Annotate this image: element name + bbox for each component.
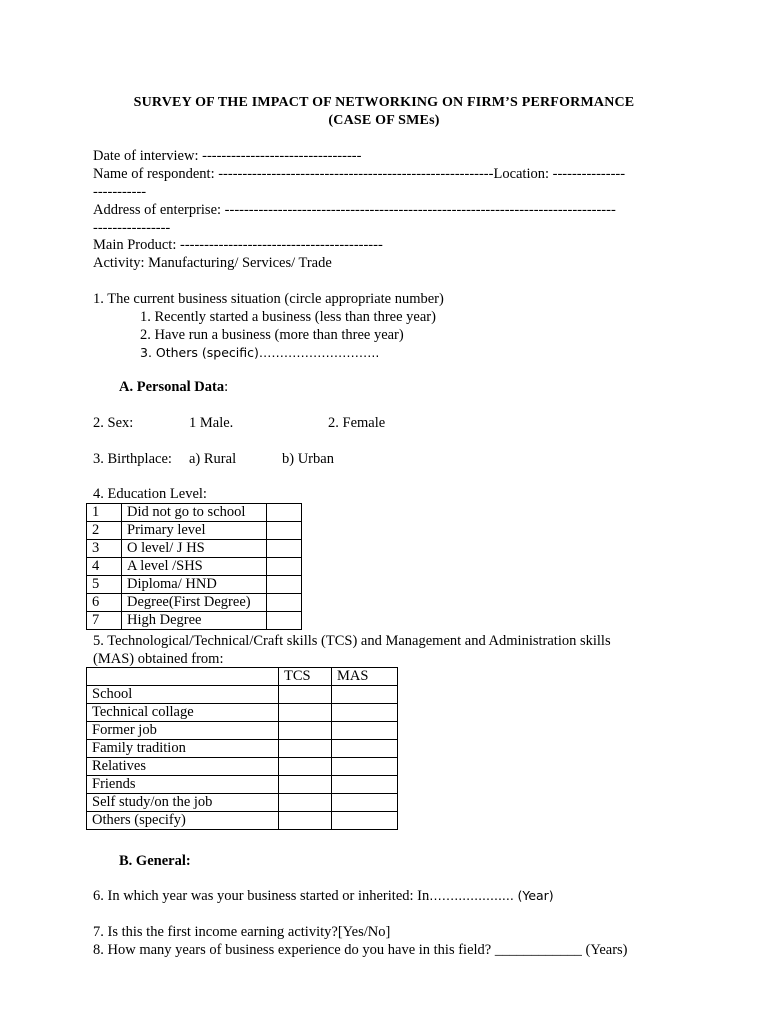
q6-year-blank[interactable]: ……............... [429, 888, 514, 903]
edu-num: 2 [87, 522, 122, 540]
mas-cell[interactable] [332, 740, 398, 758]
table-row [87, 540, 302, 558]
table-row [87, 794, 398, 812]
q3-option-urban[interactable]: b) Urban [282, 451, 334, 467]
tcs-cell[interactable] [279, 776, 332, 794]
tcs-cell[interactable] [279, 722, 332, 740]
edu-label: Diploma/ HND [122, 576, 267, 594]
q2-label: 2. Sex: [93, 415, 134, 431]
edu-check-cell[interactable] [267, 504, 302, 522]
skill-source: Former job [87, 722, 279, 740]
skills-table [86, 667, 398, 830]
edu-label: High Degree [122, 612, 267, 630]
edu-check-cell[interactable] [267, 558, 302, 576]
table-row [87, 576, 302, 594]
q5-question-line1: 5. Technological/Technical/Craft skills (TCS) and Management and Administration skills [93, 633, 611, 649]
tcs-cell[interactable] [279, 812, 332, 830]
q5-question-line2: (MAS) obtained from: [93, 651, 224, 667]
education-table [86, 503, 302, 630]
table-row [87, 722, 398, 740]
q2-option-female[interactable]: 2. Female [328, 415, 386, 431]
table-row [87, 612, 302, 630]
edu-num: 4 [87, 558, 122, 576]
q2-option-male[interactable]: 1 Male. [189, 415, 234, 431]
skill-source: Friends [87, 776, 279, 794]
table-row [87, 504, 302, 522]
edu-label: Degree(First Degree) [122, 594, 267, 612]
table-row [87, 812, 398, 830]
q7-question: 7. Is this the first income earning activity?[Yes/No] [93, 924, 391, 940]
edu-label: Did not go to school [122, 504, 267, 522]
table-row [87, 558, 302, 576]
q3-label: 3. Birthplace: [93, 451, 172, 467]
edu-num: 7 [87, 612, 122, 630]
survey-subtitle: (CASE OF SMEs) [328, 113, 440, 128]
q1-option-2[interactable]: 2. Have run a business (more than three year) [140, 327, 404, 343]
section-a-label: A. Personal Data [119, 379, 225, 395]
header-tcs: TCS [279, 668, 332, 686]
edu-num: 1 [87, 504, 122, 522]
section-b-heading: B. General: [119, 853, 191, 869]
tcs-cell[interactable] [279, 794, 332, 812]
edu-num: 6 [87, 594, 122, 612]
edu-check-cell[interactable] [267, 594, 302, 612]
skill-source: Relatives [87, 758, 279, 776]
edu-check-cell[interactable] [267, 576, 302, 594]
q1-option-1[interactable]: 1. Recently started a business (less than three year) [140, 309, 436, 325]
table-row [87, 704, 398, 722]
q8-question: 8. How many years of business experience do you have in this field? ____________ (Years) [93, 942, 628, 958]
mas-cell[interactable] [332, 776, 398, 794]
tcs-cell[interactable] [279, 740, 332, 758]
mas-cell[interactable] [332, 794, 398, 812]
table-row [87, 594, 302, 612]
tcs-cell[interactable] [279, 686, 332, 704]
q1-question: 1. The current business situation (circle appropriate number) [93, 291, 444, 307]
q3-option-rural[interactable]: a) Rural [189, 451, 237, 467]
table-row [87, 522, 302, 540]
q4-label: 4. Education Level: [93, 486, 207, 502]
survey-title: SURVEY OF THE IMPACT OF NETWORKING ON FIRM’S PERFORMANCE [133, 95, 635, 110]
table-row [87, 758, 398, 776]
main-product-field[interactable]: Main Product: ------------------------------------------ [93, 237, 383, 253]
respondent-location-field[interactable]: Name of respondent: ---------------------------------------------------------Location: --------------- [93, 166, 626, 182]
q6-text: 6. In which year was your business started or inherited: In [93, 888, 430, 904]
edu-check-cell[interactable] [267, 540, 302, 558]
skill-source: Family tradition [87, 740, 279, 758]
edu-check-cell[interactable] [267, 522, 302, 540]
mas-cell[interactable] [332, 686, 398, 704]
skill-source: Others (specify) [87, 812, 279, 830]
skill-source: Self study/on the job [87, 794, 279, 812]
skill-source: Technical collage [87, 704, 279, 722]
table-row [87, 740, 398, 758]
respondent-location-field-cont: ----------- [93, 184, 147, 200]
edu-num: 5 [87, 576, 122, 594]
table-header-row [87, 668, 398, 686]
address-field-cont: ---------------- [93, 220, 171, 236]
q6-question [93, 887, 554, 905]
activity-field: Activity: Manufacturing/ Services/ Trade [93, 255, 332, 271]
date-of-interview-field[interactable]: Date of interview: --------------------------------- [93, 148, 362, 164]
section-a-colon: : [224, 379, 229, 395]
edu-label: Primary level [122, 522, 267, 540]
skill-source: School [87, 686, 279, 704]
mas-cell[interactable] [332, 704, 398, 722]
edu-check-cell[interactable] [267, 612, 302, 630]
tcs-cell[interactable] [279, 758, 332, 776]
q1-option-3[interactable]: 3. Others (specific)……………………….. [140, 345, 380, 360]
edu-label: A level /SHS [122, 558, 267, 576]
edu-label: O level/ J HS [122, 540, 267, 558]
mas-cell[interactable] [332, 758, 398, 776]
mas-cell[interactable] [332, 722, 398, 740]
header-blank [87, 668, 279, 686]
table-row [87, 776, 398, 794]
mas-cell[interactable] [332, 812, 398, 830]
edu-num: 3 [87, 540, 122, 558]
q6-year-suffix: (Year) [517, 888, 554, 903]
section-a-heading [119, 378, 228, 396]
header-mas: MAS [332, 668, 398, 686]
tcs-cell[interactable] [279, 704, 332, 722]
table-row [87, 686, 398, 704]
address-field[interactable]: Address of enterprise: --------------------------------------------------------------------------------- [93, 202, 616, 218]
